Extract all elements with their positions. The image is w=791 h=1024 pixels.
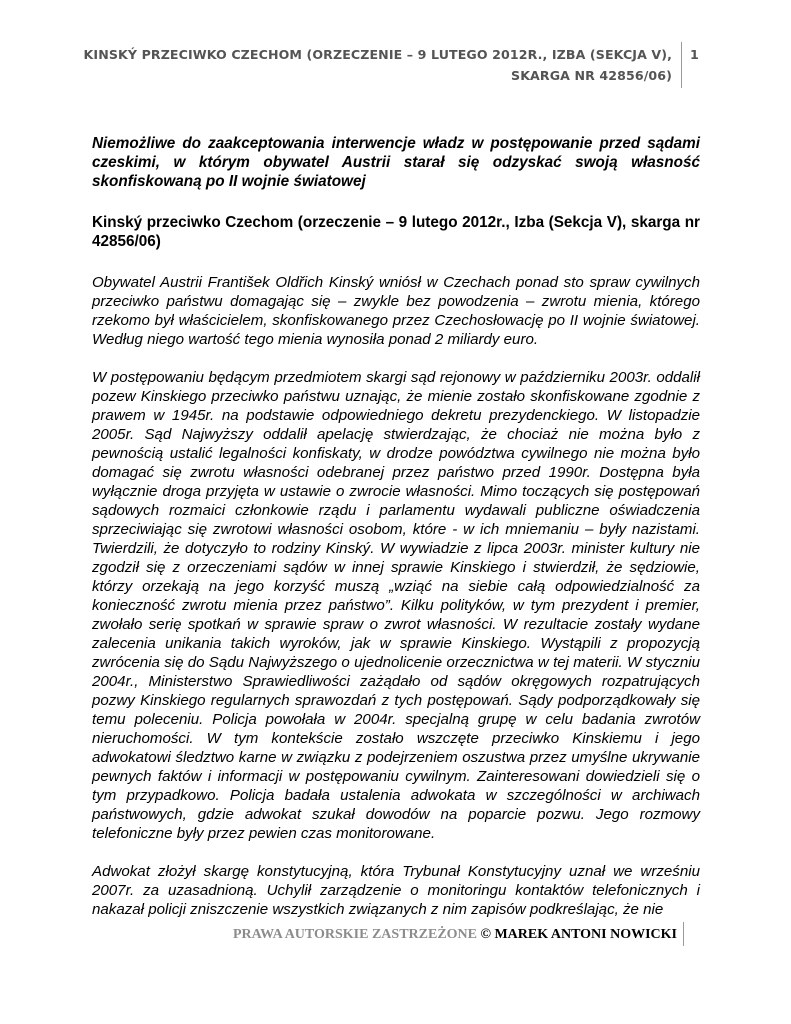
article-subtitle: Niemożliwe do zaakceptowania interwencje władz w postępowanie przed sądami czeskimi, w którym obywatel Austrii starał się odzyskać swoją własność skonfiskowaną po II wojnie światowej [92, 135, 700, 190]
copyright-footer [160, 926, 677, 944]
paragraph: W postępowaniu będącym przedmiotem skargi sąd rejonowy w październiku 2003r. oddalił pozew Kinskiego przeciwko państwu uznając, że mienie zostało skonfiskowane zgodnie z prawem w 1945r. na podstawie odpowiedniego dekretu prezydenckiego. W listopadzie 2005r. Sąd Najwyższy oddalił apelację stwierdzając, że chociaż nie można było z pewnością ustalić legalności konfiskaty, w drodze powództwa cywilnego nie można było domagać się zwrotu własności odebranej przez państwo przed 1990r. Dostępna była wyłącznie droga przyjęta w ustawie o zwrocie własności. Mimo toczących się postępowań sądowych rozmaici członkowie rządu i parlamentu wydawali publiczne oświadczenia sprzeciwiając się zwrotowi własności osobom, które - w ich mniemaniu – były nazistami. Twierdzili, że dotyczyło to rodziny Kinský. W wywiadzie z lipca 2003r. minister kultury nie zgodził się z orzeczeniami sądów w innej sprawie Kinskiego i stwierdził, że sędziowie, którzy orzekają na jego korzyść muszą „wziąć na siebie całą odpowiedzialność za konieczność zwrotu mienia przez państwo”. Kilku polityków, w tym prezydent i premier, zwołało serię spotkań w sprawie spraw o zwrot własności. W rezultacie zostały wydane zalecenia unikania takich wyroków, jak w sprawie Kinskiego. Wystąpili z propozycją zwrócenia się do Sądu Najwyższego o ujednolicenie orzecznictwa w tej materii. W styczniu 2004r., Ministerstwo Sprawiedliwości zażądało od sądów okręgowych rozpatrujących pozwy Kinskiego regularnych sprawozdań z tych postępowań. Sądy podporządkowały się temu poleceniu. Policja powołała w 2004r. specjalną grupę w celu badania zwrotów nieruchomości. W tym kontekście zostało wszczęte przeciwko Kinskiemu i jego adwokatowi śledztwo karne w związku z podejrzeniem oszustwa przez umyślne ukrywanie pewnych faktów i informacji w postępowaniu cywilnym. Zainteresowani dowiedzieli się o tym przypadkowo. Policja badała ustalenia adwokata w szczególności w archiwach państwowych, gdzie adwokat szukał dowodów na poparcie pozwu. Jego rozmowy telefoniczne były przez pewien czas monitorowane. [92, 369, 700, 842]
copyright-label: PRAWA AUTORSKIE ZASTRZEŻONE [232, 927, 477, 942]
footer-divider [683, 922, 684, 946]
case-title: Kinský przeciwko Czechom (orzeczenie – 9 lutego 2012r., Izba (Sekcja V), skarga nr 42856/06) [92, 214, 700, 250]
paragraph: Obywatel Austrii František Oldřich Kinský wniósł w Czechach ponad sto spraw cywilnych przeciwko państwu domagając się – zwykle bez powodzenia – zwrotu mienia, którego rzekomo był właścicielem, skonfiskowanego przez Czechosłowację po II wojnie światowej. Według niego wartość tego mienia wynosiła ponad 2 miliardy euro. [92, 274, 700, 348]
paragraph: Adwokat złożył skargę konstytucyjną, która Trybunał Konstytucyjny uznał we wrześniu 2007r. za uzasadnioną. Uchylił zarządzenie o monitoringu kontaktów telefonicznych i nakazał policji zniszczenie wszystkich związanych z nim zapisów podkreślając, że nie [92, 863, 700, 918]
header-divider [681, 42, 682, 88]
running-header: KINSKÝ PRZECIWKO CZECHOM (ORZECZENIE – 9 LUTEGO 2012R., IZBA (SEKCJA V), SKARGA NR 42856/06) [83, 47, 672, 83]
page-number: 1 [690, 47, 699, 62]
copyright-owner: © MAREK ANTONI NOWICKI [480, 927, 677, 942]
article-body [92, 134, 700, 938]
